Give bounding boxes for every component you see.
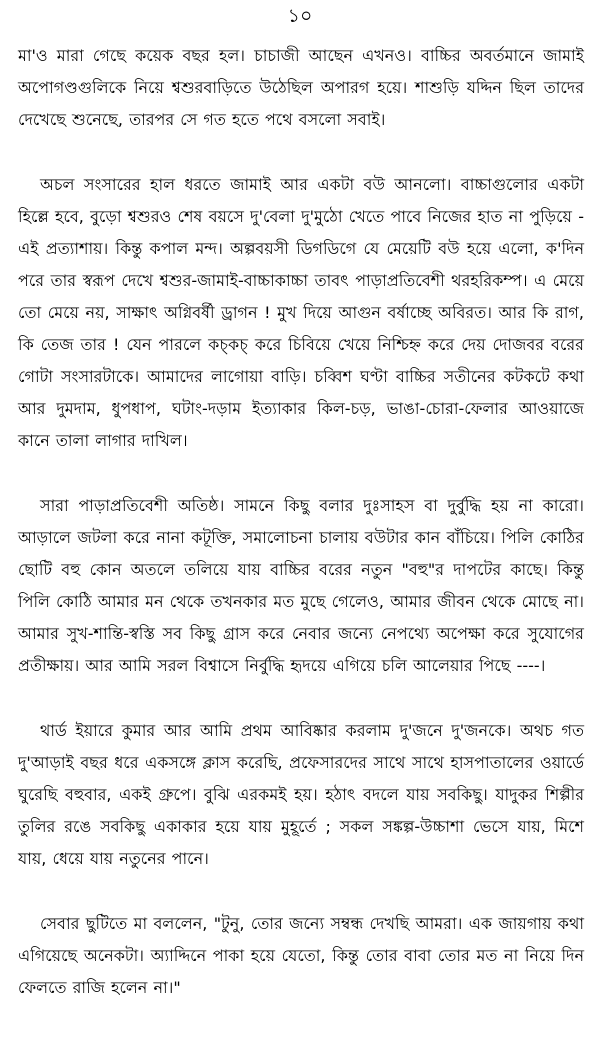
text-body (18, 40, 584, 1037)
page-number: ১০ (287, 5, 313, 27)
paragraph-4: থার্ড ইয়ারে কুমার আর আমি প্রথম আবিষ্কার করলাম দু'জনে দু'জনকে। অথচ গত দু'আড়াই বছর ধরে একসঙ্গে ক্লাস করেছি, প্রফেসারদের সাথে সাথে হাসপাতালের ওয়ার্ডে ঘুরেছি বহুবার, একই গ্রুপে। বুঝি এরকমই হয়। হঠাৎ বদলে যায় সবকিছু। যাদুকর শিল্পীর তুলির রঙে সবকিছু একাকার হয়ে যায় মুহূর্তে ; সকল সঙ্কল্প-উচ্চাশা ভেসে যায়, মিশে যায়, ধেয়ে যায় নতুনের পানে। (18, 721, 584, 868)
paragraph-3: সারা পাড়াপ্রতিবেশী অতিষ্ঠ। সামনে কিছু বলার দুঃসাহস বা দুর্বুদ্ধি হয় না কারো। আড়ালে জটলা করে নানা কটূক্তি, সমালোচনা চালায় বউটার কান বাঁচিয়ে। পিলি কোঠির ছোটি বহু কোন অতলে তলিয়ে যায় বাচ্চির বরের নতুন "বহু"র দাপটের কাছে। কিন্তু পিলি কোঠি আমার মন থেকে তখনকার মত মুছে গেলেও, আমার জীবন থেকে মোছে না। আমার সুখ-শান্তি-স্বস্তি সব কিছু গ্রাস করে নেবার জন্যে নেপথ্যে অপেক্ষা করে সুযোগের প্রতীক্ষায়। আর আমি সরল বিশ্বাসে নির্বুদ্ধি হৃদয়ে এগিয়ে চলি আলেয়ার পিছে ----। (18, 496, 584, 675)
paragraph-2: অচল সংসারের হাল ধরতে জামাই আর একটা বউ আনলো। বাচ্চাগুলোর একটা হিল্লে হবে, বুড়ো শ্বশুরও শেষ বয়সে দু'বেলা দু'মুঠো খেতে পাবে নিজের হাত না পুড়িয়ে - এই প্রত্যাশায়। কিন্তু কপাল মন্দ। অল্পবয়সী ডিগডিগে যে মেয়েটি বউ হয়ে এলো, ক'দিন পরে তার স্বরূপ দেখে শ্বশুর-জামাই-বাচ্চাকাচ্চা তাবৎ পাড়াপ্রতিবেশী থরহরিকম্প। এ মেয়ে তো মেয়ে নয়, সাক্ষাৎ অগ্নিবর্ষী ড্রাগন ! মুখ দিয়ে আগুন বর্ষাচ্ছে অবিরত। আর কি রাগ, কি তেজ তার ! যেন পারলে কচ্কচ্ করে চিবিয়ে খেয়ে নিশ্চিহ্ন করে দেয় দোজবর বরের গোটা সংসারটাকে। আমাদের লাগোয়া বাড়ি। চব্বিশ ঘণ্টা বাচ্চির সতীনের কটকটে কথা আর দুমদাম, ধুপধাপ, ঘটাং-দড়াম ইত্যাকার কিল-চড়, ভাঙা-চোরা-ফেলার আওয়াজে কানে তালা লাগার দাখিল। (18, 175, 584, 450)
paragraph-1: মা'ও মারা গেছে কয়েক বছর হল। চাচাজী আছেন এখনও। বাচ্চির অবর্তমানে জামাই অপোগণ্ডগুলিকে নিয়ে শ্বশুরবাড়িতে উঠেছিল অপারগ হয়ে। শাশুড়ি যদ্দিন ছিল তাদের দেখেছে শুনেছে, তারপর সে গত হতে পথে বসলো সবাই। (18, 46, 584, 129)
paragraph-5: সেবার ছুটিতে মা বললেন, "টুনু, তোর জন্যে সম্বন্ধ দেখছি আমরা। এক জায়গায় কথা এগিয়েছে অনেকটা। অ্যাদ্দিনে পাকা হয়ে যেতো, কিন্তু তোর বাবা তোর মত না নিয়ে দিন ফেলতে রাজি হলেন না।" (18, 914, 584, 997)
